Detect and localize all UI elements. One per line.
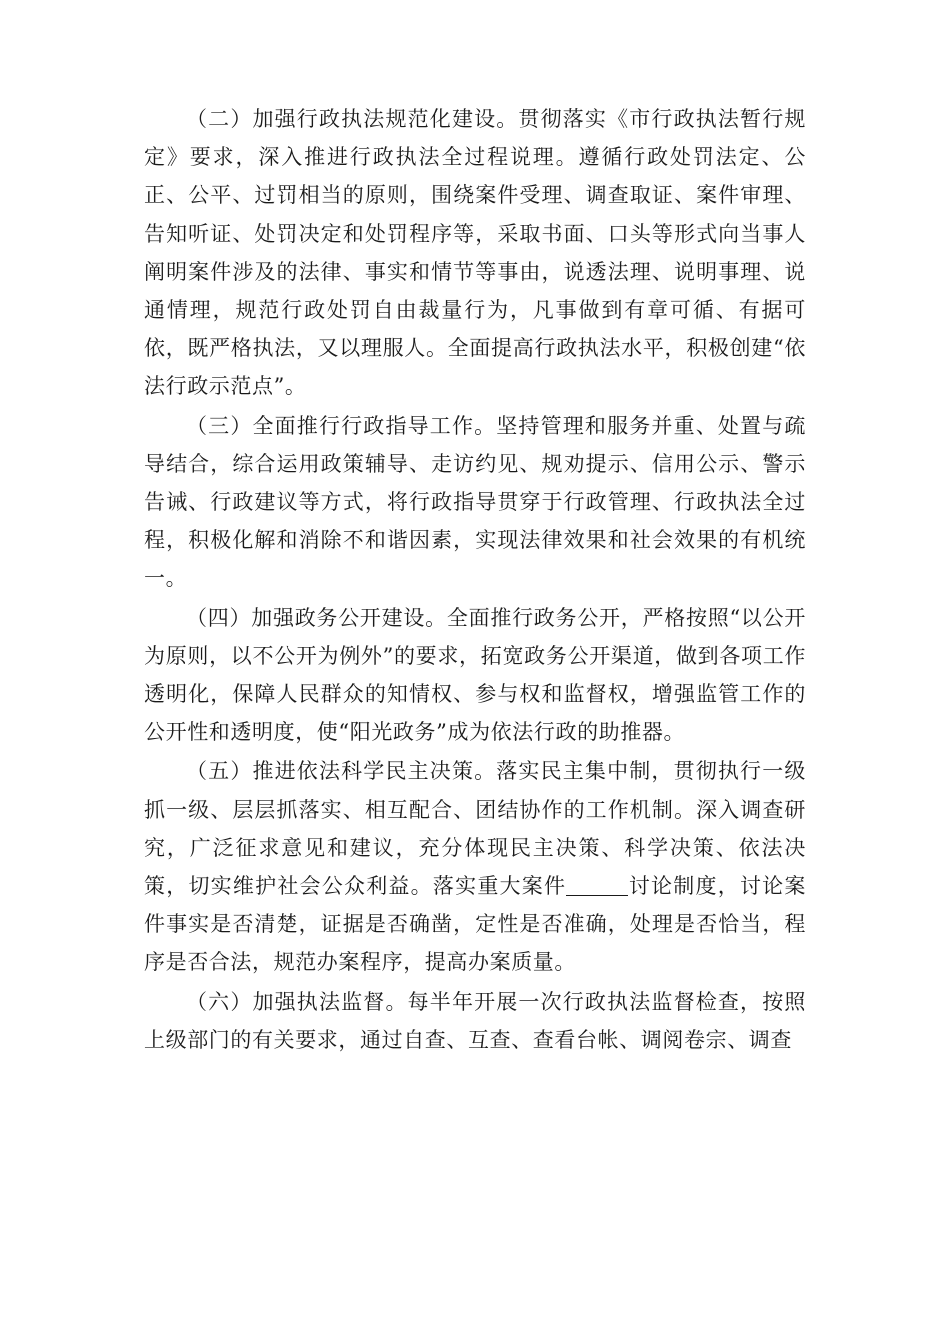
- paragraph-section-five-part-one: （五）推进依法科学民主决策。落实民主集中制，贯彻执行一级抓一级、层层抓落实、相互配合、团结协作的工作机制。深入调查研究，广泛征求意见和建议，充分体现民主决策、科学决策、依法决策，切实维护社会公众利益。落实重大案件: [144, 759, 806, 899]
- paragraph-section-six: （六）加强执法监督。每半年开展一次行政执法监督检查，按照上级部门的有关要求，通过自查、互查、查看台帐、调阅卷宗、调查: [144, 989, 806, 1052]
- paragraph-section-three: （三）全面推行行政指导工作。坚持管理和服务并重、处置与疏导结合，综合运用政策辅导、走访约见、规劝提示、信用公示、警示告诫、行政建议等方式，将行政指导贯穿于行政管理、行政执法全过程，积极化解和消除不和谐因素，实现法律效果和社会效果的有机统一。: [144, 413, 806, 591]
- paragraph-section-four: （四）加强政务公开建设。全面推行政务公开，严格按照“以公开为原则，以不公开为例外”的要求，拓宽政务公开渠道，做到各项工作透明化，保障人民群众的知情权、参与权和监督权，增强监管工作的公开性和透明度，使“阳光政务”成为依法行政的助推器。: [144, 605, 806, 745]
- paragraph-section-five: [144, 752, 806, 981]
- paragraph-section-five-part-two: 讨论制度，讨论案件事实是否清楚，证据是否确凿，定性是否准确，处理是否恰当，程序是否合法，规范办案程序，提高办案质量。: [144, 874, 806, 975]
- document-body: [144, 100, 806, 1060]
- fill-in-blank-underline: [566, 874, 628, 896]
- paragraph-section-two: （二）加强行政执法规范化建设。贯彻落实《市行政执法暂行规定》要求，深入推进行政执法全过程说理。遵循行政处罚法定、公正、公平、过罚相当的原则，围绕案件受理、调查取证、案件审理、告知听证、处罚决定和处罚程序等，采取书面、口头等形式向当事人阐明案件涉及的法律、事实和情节等事由，说透法理、说明事理、说通情理，规范行政处罚自由裁量行为，凡事做到有章可循、有据可依，既严格执法，又以理服人。全面提高行政执法水平，积极创建“依法行政示范点”。: [144, 107, 806, 399]
